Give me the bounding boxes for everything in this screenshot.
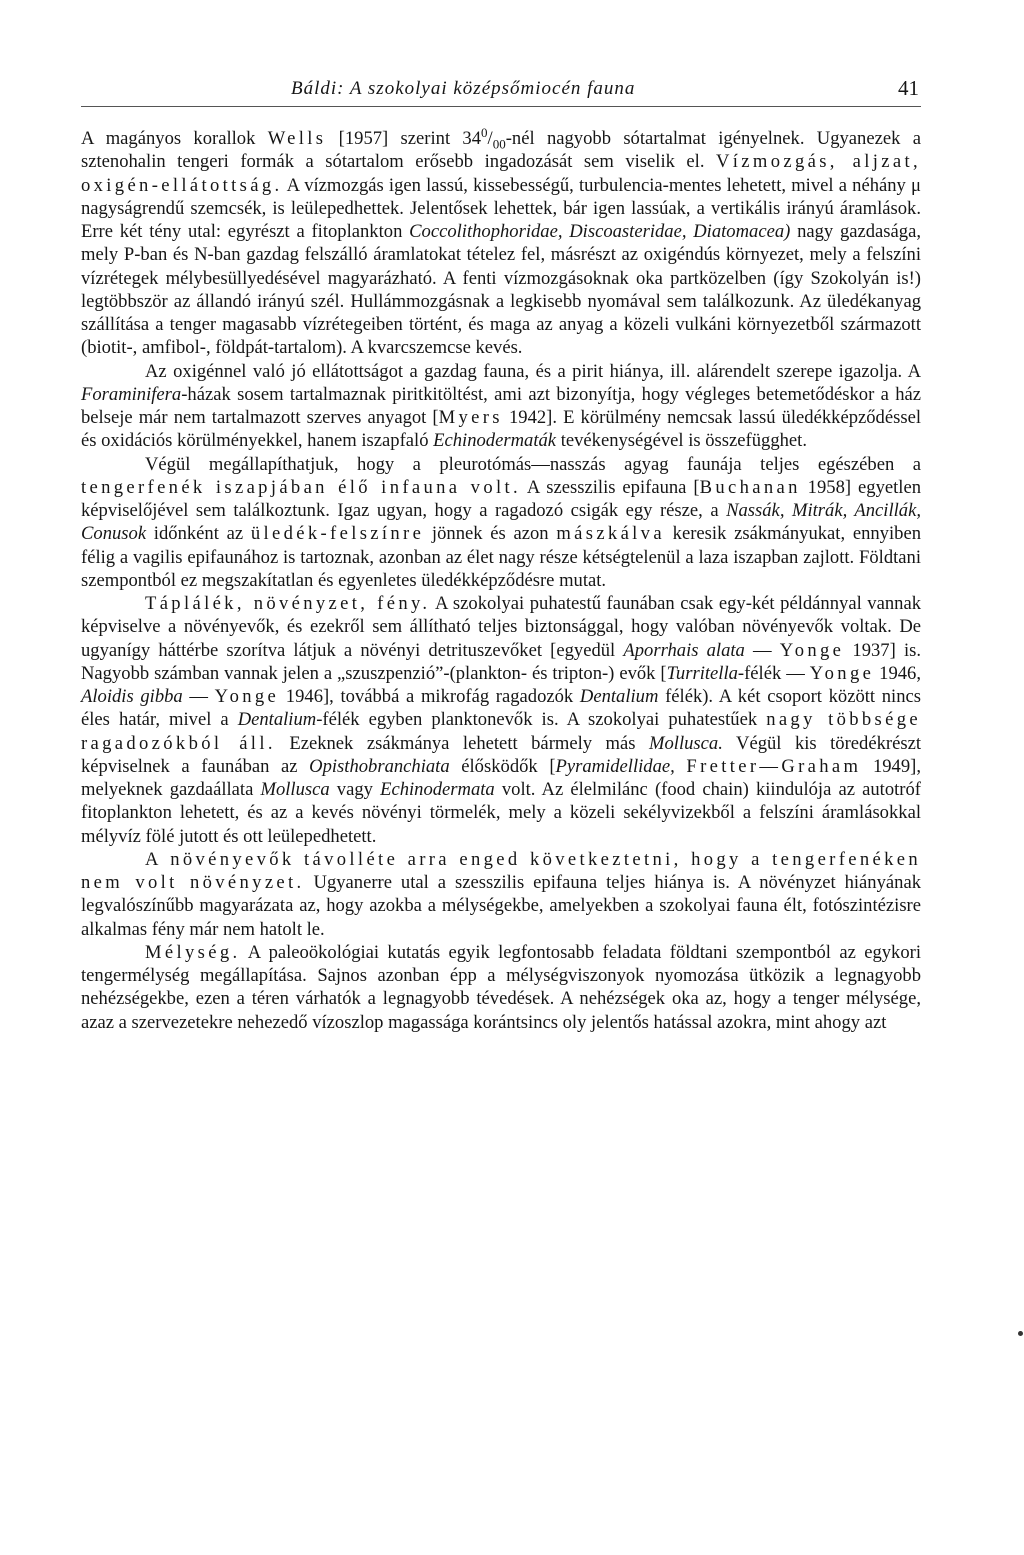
page-number: 41 <box>898 76 919 100</box>
italic-term: Turritella <box>666 662 738 684</box>
text-run: Az oxigénnel való jó ellátottságot a gazdag fauna, és a pirit hiánya, ill. alárendelt szerepe igazolja. A <box>145 360 921 382</box>
text-run: 1942]. E körülmény nemcsak lassú üledékképződéssel és oxidációs körülményekkel, hanem iszapfaló <box>81 407 921 452</box>
text-run: -félék egyben planktonevők is. A szokolyai puhatestűek <box>316 709 767 731</box>
text-run: A magányos korallok <box>81 128 268 149</box>
subscript: 00 <box>492 136 506 152</box>
text-run: Végül kis töredékrészt képviselnek a faunában az <box>81 732 921 777</box>
text-run: 1937] is. Nagyobb számban vannak jelen a „szuszpenzió”-(plankton- és tripton-) evők [ <box>81 639 921 684</box>
spaced-emphasis: üledék-felszínre <box>250 523 425 545</box>
italic-term: Echinodermata <box>380 779 495 800</box>
text-run: félék). A két csoport között nincs éles határ, mivel a <box>81 686 922 731</box>
paragraph <box>81 848 921 941</box>
italic-term: Echinodermaták <box>433 430 557 452</box>
text-run: időnként az <box>146 523 251 545</box>
text-run: [1957] szerint 34 <box>326 128 482 149</box>
italic-term: Opisthobranchiata <box>309 755 450 777</box>
spaced-emphasis: tengerfenék iszapjában élő infauna volt. <box>81 476 521 498</box>
spaced-emphasis: Buchanan <box>699 476 801 498</box>
paragraph <box>81 360 921 453</box>
text-run: Ugyanerre utal a szesszilis epifauna teljes hiánya is. A növényzet hiányának legvalószínűbb magyarázata az, hogy azokba a mélységekbe, amelyekben a szokolyai fauna élt, fotószintézisre alkalmas fény már nem hatolt le. <box>81 872 922 940</box>
text-run: jönnek és azon <box>424 523 557 545</box>
spaced-emphasis: nagy többsége ragadozókból áll. <box>81 709 921 754</box>
text-run: 1949], melyeknek gazdaállata <box>81 755 921 800</box>
spaced-emphasis: Táplálék, növényzet, fény. <box>145 593 431 614</box>
text-run: keresik zsákmányukat, ennyiben félig a vagilis epifaunához is tartoznak, azonban az élet nagy része kétségtelenül a laza iszapban zajlott. Földtani szempontból ez megszakítatlan és egyenletes üledékképződésre mutat. <box>81 523 921 591</box>
margin-dot <box>1018 1331 1023 1336</box>
italic-term: Dentalium <box>237 709 317 731</box>
spaced-emphasis: Yonge <box>214 686 280 707</box>
spaced-emphasis: Fretter—Graham <box>686 755 862 777</box>
italic-term: Mollusca <box>260 779 330 800</box>
running-title: Báldi: A szokolyai középsőmiocén fauna <box>291 78 636 99</box>
superscript: 0 <box>481 124 488 140</box>
text-run: A szesszilis epifauna [ <box>521 476 700 498</box>
paragraph <box>81 453 921 593</box>
text-run: / <box>487 128 493 149</box>
body-text <box>81 124 922 1034</box>
italic-term: Coccolithophoridae, Discoasteridae, Diatomacea) <box>409 221 791 242</box>
paragraph <box>81 941 921 1034</box>
text-run: tevékenységével is összefügghet. <box>556 430 807 452</box>
spaced-emphasis: Yonge <box>809 662 875 684</box>
text-run: 1946, <box>874 662 921 684</box>
spaced-emphasis: Wells <box>267 128 327 149</box>
spaced-emphasis: Vízmozgás, aljzat, oxigén-ellátottság. <box>81 151 921 196</box>
paragraph <box>81 124 921 360</box>
spaced-emphasis: A növényevők távolléte arra enged következtetni, hogy a tengerfenéken nem volt növényzet. <box>81 848 921 893</box>
text-run: 1946], továbbá a mikrofág ragadozók <box>279 686 580 707</box>
italic-term: Pyramidellidae, <box>555 755 675 777</box>
text-run: A vízmozgás igen lassú, kissebességű, turbulencia-mentes lehetett, mivel a néhány μ nagyságrendű szemcsék, is leülepedhettek. Jelentősek lehettek, bár igen lassúak, a vertikális irányú áramlások. Erre két tény utal: egyrészt a fitoplankton <box>81 174 921 242</box>
spaced-emphasis: Mélység. <box>145 941 241 963</box>
text-run <box>675 756 687 777</box>
text-run: — <box>182 686 215 707</box>
spaced-emphasis: mászkálva <box>556 523 665 545</box>
text-run: -félék — <box>737 662 810 684</box>
spaced-emphasis: Myers <box>438 407 503 428</box>
text-run: -házak sosem tartalmaznak piritkitöltést, ami azt bizonyítja, hogy végleges betemetődéskor a ház belseje már nem tartalmazott szerves anyagot [ <box>81 383 921 428</box>
text-run: Végül megállapíthatjuk, hogy a pleurotómás—nasszás agyag faunája teljes egészében a <box>145 453 921 475</box>
italic-term: Mollusca. <box>649 732 723 754</box>
text-run: volt. Az élelmilánc (food chain) kiindulója az autotróf fitoplankton lehetett, és az a kevés növényi törmelék, mely a közeli sekélyvizekből a felszíni áramlásokkal mélyvíz fölé jutott és ott leülepedhetett. <box>81 779 921 847</box>
text-run: élősködők [ <box>449 755 556 777</box>
italic-term: Nassák, Mitrák, Ancillák, Conusok <box>81 500 921 545</box>
text-run: A szokolyai puhatestű faunában csak egy-két példánnyal vannak képviselve a növényevők, és ezekről sem állítható teljes biztonsággal, hogy valóban növényevők voltak. De ugyanígy háttérbe szorítva látjuk a növényi detrituszevőket [egyedül <box>81 593 921 661</box>
text-run: -nél nagyobb sótartalmat igényelnek. Ugyanezek a sztenohalin tengeri formák a sótartalom erősebb ingadozását sem viselik el. <box>81 128 921 173</box>
italic-term: Foraminifera <box>81 383 182 405</box>
italic-term: Aloidis gibba <box>81 686 183 707</box>
text-run: nagy gazdasága, mely P-ban és N-ban gazdag felszálló áramlatokat tételez fel, másrészt az oxigéndús környezet, mely a felszíni vízrétegek mélybesüllyedésével magyarázható. A fenti vízmozgásoknak oka partközelben (így Szokolyán is!) legtöbbször az állandó irányú szél. Hullámmozgásnak a legkisebb nyomával sem találkozunk. Az üledékanyag szállítása a tenger magasabb vízrétegeiben történt, és maga az anyag a közeli vulkáni környezetből származott (biotit-, amfibol-, földpát-tartalom). A kvarcszemcse kevés. <box>81 221 921 359</box>
spaced-emphasis: Yonge <box>779 639 845 661</box>
paragraph <box>81 592 921 848</box>
text-run: Ezeknek zsákmánya lehetett bármely más <box>275 732 649 754</box>
text-run: vagy <box>329 779 381 800</box>
italic-term: Dentalium <box>579 686 659 707</box>
page <box>81 72 921 1034</box>
running-head <box>81 72 921 107</box>
italic-term: Aporrhais alata <box>623 639 745 661</box>
text-run: A paleoökológiai kutatás egyik legfontosabb feladata földtani szempontból az egykori tengermélység megállapítása. Sajnos azonban épp a mélységviszonyok nyomozása ütközik a legnagyobb nehézségekbe, ezen a téren várhatók a legnagyobb tévedések. A nehézségek oka az, hogy a tenger mélysége, azaz a szervezetekre nehezedő vízoszlop magassága korántsincs oly jelentős hatással azokra, mint ahogy azt <box>81 941 921 1033</box>
text-run: — <box>744 639 780 661</box>
text-run: 1958] egyetlen képviselőjével sem találkoztunk. Igaz ugyan, hogy a ragadozó csigák egy része, a <box>81 476 921 521</box>
